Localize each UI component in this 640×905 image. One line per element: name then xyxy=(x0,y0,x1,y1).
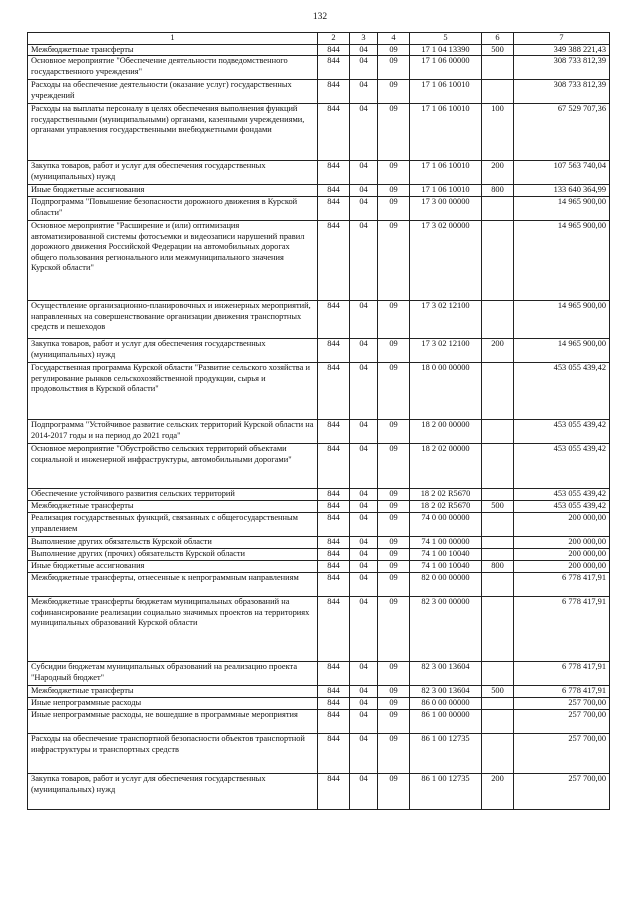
row-code-6: 200 xyxy=(482,774,514,810)
row-code-6: 500 xyxy=(482,686,514,698)
row-code-3: 04 xyxy=(350,549,378,561)
table-row xyxy=(28,489,610,501)
table-row xyxy=(28,104,610,161)
row-code-2: 844 xyxy=(318,339,350,363)
table-row xyxy=(28,662,610,686)
row-amount: 453 055 439,42 xyxy=(514,501,610,513)
row-name: Иные непрограммные расходы, не вошедшие в программные мероприятия xyxy=(28,710,318,734)
row-name: Межбюджетные трансферты xyxy=(28,501,318,513)
row-code-4: 09 xyxy=(378,489,410,501)
row-code-4: 09 xyxy=(378,734,410,774)
row-code-3: 04 xyxy=(350,80,378,104)
row-code-2: 844 xyxy=(318,489,350,501)
row-code-6: 500 xyxy=(482,45,514,56)
row-code-2: 844 xyxy=(318,501,350,513)
row-name: Межбюджетные трансферты, отнесенные к непрограммным направлениям xyxy=(28,573,318,597)
row-code-4: 09 xyxy=(378,501,410,513)
row-name: Выполнение других (прочих) обязательств Курской области xyxy=(28,549,318,561)
row-code-5: 74 1 00 10040 xyxy=(410,561,482,573)
row-code-5: 18 2 02 00000 xyxy=(410,444,482,489)
row-code-6 xyxy=(482,513,514,537)
col-header-7: 7 xyxy=(514,33,610,45)
row-code-2: 844 xyxy=(318,686,350,698)
table-row xyxy=(28,573,610,597)
row-code-6: 800 xyxy=(482,561,514,573)
row-code-2: 844 xyxy=(318,185,350,197)
row-code-2: 844 xyxy=(318,197,350,221)
row-code-4: 09 xyxy=(378,444,410,489)
row-code-6 xyxy=(482,698,514,710)
row-amount: 200 000,00 xyxy=(514,561,610,573)
row-code-6 xyxy=(482,444,514,489)
row-code-4: 09 xyxy=(378,537,410,549)
table-row xyxy=(28,734,610,774)
row-name: Расходы на обеспечение деятельности (оказание услуг) государственных учреждений xyxy=(28,80,318,104)
row-code-3: 04 xyxy=(350,597,378,662)
row-code-3: 04 xyxy=(350,489,378,501)
row-code-4: 09 xyxy=(378,597,410,662)
page-number: 132 xyxy=(312,12,328,22)
row-code-3: 04 xyxy=(350,221,378,301)
row-code-5: 74 1 00 00000 xyxy=(410,537,482,549)
table-body xyxy=(28,45,610,810)
table-row xyxy=(28,185,610,197)
row-code-3: 04 xyxy=(350,686,378,698)
table-row xyxy=(28,537,610,549)
row-amount: 6 778 417,91 xyxy=(514,686,610,698)
row-code-2: 844 xyxy=(318,513,350,537)
row-name: Реализация государственных функций, связанных с общегосударственным управлением xyxy=(28,513,318,537)
row-code-5: 18 0 00 00000 xyxy=(410,363,482,420)
row-code-3: 04 xyxy=(350,444,378,489)
row-amount: 349 388 221,43 xyxy=(514,45,610,56)
row-name: Межбюджетные трансферты xyxy=(28,686,318,698)
row-code-6 xyxy=(482,197,514,221)
table-row xyxy=(28,549,610,561)
row-code-4: 09 xyxy=(378,185,410,197)
table-row xyxy=(28,363,610,420)
row-code-3: 04 xyxy=(350,774,378,810)
row-code-5: 86 1 00 12735 xyxy=(410,734,482,774)
row-code-3: 04 xyxy=(350,339,378,363)
row-amount: 257 700,00 xyxy=(514,710,610,734)
row-code-5: 17 1 06 00000 xyxy=(410,56,482,80)
row-code-3: 04 xyxy=(350,197,378,221)
row-code-5: 17 1 06 10010 xyxy=(410,80,482,104)
row-code-4: 09 xyxy=(378,698,410,710)
row-code-4: 09 xyxy=(378,774,410,810)
table-row xyxy=(28,561,610,573)
row-name: Иные непрограммные расходы xyxy=(28,698,318,710)
row-code-5: 82 3 00 00000 xyxy=(410,597,482,662)
row-code-4: 09 xyxy=(378,662,410,686)
row-amount: 14 965 900,00 xyxy=(514,197,610,221)
row-code-3: 04 xyxy=(350,513,378,537)
row-code-5: 17 1 04 13390 xyxy=(410,45,482,56)
row-code-2: 844 xyxy=(318,710,350,734)
row-amount: 257 700,00 xyxy=(514,698,610,710)
row-code-4: 09 xyxy=(378,573,410,597)
table-row xyxy=(28,444,610,489)
row-code-4: 09 xyxy=(378,363,410,420)
row-code-3: 04 xyxy=(350,573,378,597)
row-code-2: 844 xyxy=(318,301,350,339)
row-amount: 6 778 417,91 xyxy=(514,662,610,686)
col-header-3: 3 xyxy=(350,33,378,45)
row-code-2: 844 xyxy=(318,774,350,810)
row-amount: 14 965 900,00 xyxy=(514,339,610,363)
row-amount: 14 965 900,00 xyxy=(514,221,610,301)
row-code-4: 09 xyxy=(378,710,410,734)
table-row xyxy=(28,56,610,80)
row-code-4: 09 xyxy=(378,197,410,221)
row-code-2: 844 xyxy=(318,734,350,774)
row-name: Обеспечение устойчивого развития сельских территорий xyxy=(28,489,318,501)
row-code-4: 09 xyxy=(378,420,410,444)
row-code-4: 09 xyxy=(378,339,410,363)
row-code-2: 844 xyxy=(318,80,350,104)
row-name: Межбюджетные трансферты бюджетам муниципальных образований на софинансирование реализации социально значимых проектов на территориях муниципальных образований Курской области xyxy=(28,597,318,662)
row-code-3: 04 xyxy=(350,561,378,573)
row-name: Расходы на обеспечение транспортной безопасности объектов транспортной инфраструктуры и транспортных средств xyxy=(28,734,318,774)
table-row xyxy=(28,686,610,698)
row-code-2: 844 xyxy=(318,56,350,80)
row-code-2: 844 xyxy=(318,161,350,185)
row-code-4: 09 xyxy=(378,561,410,573)
row-name: Основное мероприятие "Обустройство сельских территорий объектами социальной и инженерной инфраструктуры, автомобильными дорогами" xyxy=(28,444,318,489)
table-row xyxy=(28,420,610,444)
table-row xyxy=(28,597,610,662)
row-code-4: 09 xyxy=(378,686,410,698)
row-amount: 67 529 707,36 xyxy=(514,104,610,161)
row-code-3: 04 xyxy=(350,161,378,185)
row-code-4: 09 xyxy=(378,221,410,301)
row-code-5: 86 0 00 00000 xyxy=(410,698,482,710)
row-code-4: 09 xyxy=(378,301,410,339)
row-amount: 453 055 439,42 xyxy=(514,420,610,444)
row-code-4: 09 xyxy=(378,45,410,56)
row-name: Основное мероприятие "Расширение и (или) оптимизация автоматизированной системы фотосъемки и видеозаписи нарушений правил дорожного движения Российской Федерации на автомобильных дорогах общего пользования регионального или межмуниципального значения Курской области" xyxy=(28,221,318,301)
row-code-2: 844 xyxy=(318,444,350,489)
col-header-4: 4 xyxy=(378,33,410,45)
row-code-6 xyxy=(482,363,514,420)
table-row xyxy=(28,339,610,363)
row-amount: 453 055 439,42 xyxy=(514,363,610,420)
row-name: Иные бюджетные ассигнования xyxy=(28,185,318,197)
row-code-4: 09 xyxy=(378,56,410,80)
row-code-2: 844 xyxy=(318,363,350,420)
row-code-3: 04 xyxy=(350,185,378,197)
row-code-5: 74 0 00 00000 xyxy=(410,513,482,537)
header-row xyxy=(28,33,610,45)
row-code-5: 17 3 02 00000 xyxy=(410,221,482,301)
row-code-5: 17 1 06 10010 xyxy=(410,161,482,185)
row-code-3: 04 xyxy=(350,420,378,444)
row-amount: 308 733 812,39 xyxy=(514,56,610,80)
row-name: Закупка товаров, работ и услуг для обеспечения государственных (муниципальных) нужд xyxy=(28,774,318,810)
row-code-5: 74 1 00 10040 xyxy=(410,549,482,561)
row-code-5: 17 3 02 12100 xyxy=(410,301,482,339)
table-row xyxy=(28,221,610,301)
row-code-5: 18 2 02 R5670 xyxy=(410,489,482,501)
row-code-2: 844 xyxy=(318,549,350,561)
row-amount: 200 000,00 xyxy=(514,549,610,561)
budget-table xyxy=(27,32,610,810)
row-amount: 257 700,00 xyxy=(514,734,610,774)
table-row xyxy=(28,698,610,710)
row-code-2: 844 xyxy=(318,597,350,662)
row-code-3: 04 xyxy=(350,501,378,513)
table-row xyxy=(28,501,610,513)
row-code-3: 04 xyxy=(350,698,378,710)
row-code-3: 04 xyxy=(350,45,378,56)
row-code-6: 200 xyxy=(482,161,514,185)
row-code-3: 04 xyxy=(350,56,378,80)
row-code-3: 04 xyxy=(350,662,378,686)
row-code-2: 844 xyxy=(318,573,350,597)
table-row xyxy=(28,513,610,537)
row-code-6 xyxy=(482,301,514,339)
row-amount: 107 563 740,04 xyxy=(514,161,610,185)
row-amount: 453 055 439,42 xyxy=(514,489,610,501)
row-code-5: 82 0 00 00000 xyxy=(410,573,482,597)
row-code-5: 82 3 00 13604 xyxy=(410,662,482,686)
row-name: Подпрограмма "Устойчивое развитие сельских территорий Курской области на 2014-2017 годы и на период до 2021 года" xyxy=(28,420,318,444)
row-amount: 257 700,00 xyxy=(514,774,610,810)
row-code-4: 09 xyxy=(378,80,410,104)
row-code-5: 17 1 06 10010 xyxy=(410,104,482,161)
col-header-5: 5 xyxy=(410,33,482,45)
table-row xyxy=(28,45,610,56)
row-name: Государственная программа Курской области "Развитие сельского хозяйства и регулирование рынков сельскохозяйственной продукции, сырья и продовольствия в Курской области" xyxy=(28,363,318,420)
row-name: Межбюджетные трансферты xyxy=(28,45,318,56)
row-code-6 xyxy=(482,597,514,662)
row-name: Иные бюджетные ассигнования xyxy=(28,561,318,573)
row-name: Подпрограмма "Повышение безопасности дорожного движения в Курской области" xyxy=(28,197,318,221)
row-code-3: 04 xyxy=(350,710,378,734)
row-code-5: 17 3 00 00000 xyxy=(410,197,482,221)
row-code-2: 844 xyxy=(318,104,350,161)
row-code-5: 82 3 00 13604 xyxy=(410,686,482,698)
row-code-6 xyxy=(482,734,514,774)
row-amount: 133 640 364,99 xyxy=(514,185,610,197)
row-code-6 xyxy=(482,56,514,80)
row-code-6 xyxy=(482,489,514,501)
col-header-1: 1 xyxy=(28,33,318,45)
row-code-2: 844 xyxy=(318,221,350,301)
row-code-6 xyxy=(482,80,514,104)
row-code-2: 844 xyxy=(318,420,350,444)
row-code-6: 500 xyxy=(482,501,514,513)
row-amount: 14 965 900,00 xyxy=(514,301,610,339)
row-amount: 200 000,00 xyxy=(514,513,610,537)
row-code-2: 844 xyxy=(318,662,350,686)
row-code-3: 04 xyxy=(350,104,378,161)
row-name: Закупка товаров, работ и услуг для обеспечения государственных (муниципальных) нужд xyxy=(28,339,318,363)
row-code-6 xyxy=(482,549,514,561)
row-code-3: 04 xyxy=(350,734,378,774)
table-row xyxy=(28,301,610,339)
row-code-6 xyxy=(482,573,514,597)
col-header-6: 6 xyxy=(482,33,514,45)
row-amount: 200 000,00 xyxy=(514,537,610,549)
col-header-2: 2 xyxy=(318,33,350,45)
row-amount: 6 778 417,91 xyxy=(514,573,610,597)
row-code-3: 04 xyxy=(350,537,378,549)
row-name: Основное мероприятие "Обеспечение деятельности подведомственного государственного учреждения" xyxy=(28,56,318,80)
row-code-6 xyxy=(482,221,514,301)
row-code-4: 09 xyxy=(378,513,410,537)
row-code-2: 844 xyxy=(318,698,350,710)
row-amount: 6 778 417,91 xyxy=(514,597,610,662)
row-code-6 xyxy=(482,710,514,734)
row-code-3: 04 xyxy=(350,301,378,339)
row-amount: 308 733 812,39 xyxy=(514,80,610,104)
table-row xyxy=(28,197,610,221)
row-code-5: 86 1 00 00000 xyxy=(410,710,482,734)
row-code-6 xyxy=(482,662,514,686)
row-code-6: 800 xyxy=(482,185,514,197)
row-code-5: 17 3 02 12100 xyxy=(410,339,482,363)
table-row xyxy=(28,710,610,734)
row-name: Выполнение других обязательств Курской области xyxy=(28,537,318,549)
row-amount: 453 055 439,42 xyxy=(514,444,610,489)
row-code-6 xyxy=(482,537,514,549)
row-code-6 xyxy=(482,420,514,444)
table-row xyxy=(28,161,610,185)
row-name: Осуществление организационно-планировочных и инженерных мероприятий, направленных на совершенствование организации движения транспортных средств и пешеходов xyxy=(28,301,318,339)
row-code-2: 844 xyxy=(318,561,350,573)
table-row xyxy=(28,774,610,810)
row-code-5: 18 2 00 00000 xyxy=(410,420,482,444)
row-name: Закупка товаров, работ и услуг для обеспечения государственных (муниципальных) нужд xyxy=(28,161,318,185)
row-code-6: 100 xyxy=(482,104,514,161)
row-code-5: 17 1 06 10010 xyxy=(410,185,482,197)
row-code-5: 86 1 00 12735 xyxy=(410,774,482,810)
row-code-4: 09 xyxy=(378,104,410,161)
row-code-6: 200 xyxy=(482,339,514,363)
row-code-5: 18 2 02 R5670 xyxy=(410,501,482,513)
row-code-2: 844 xyxy=(318,45,350,56)
row-name: Расходы на выплаты персоналу в целях обеспечения выполнения функций государственными (муниципальными) органами, казенными учреждениями, органами управления государственными внебюджетными фондами xyxy=(28,104,318,161)
row-code-3: 04 xyxy=(350,363,378,420)
table-row xyxy=(28,80,610,104)
row-code-4: 09 xyxy=(378,549,410,561)
row-name: Субсидии бюджетам муниципальных образований на реализацию проекта "Народный бюджет" xyxy=(28,662,318,686)
row-code-2: 844 xyxy=(318,537,350,549)
row-code-4: 09 xyxy=(378,161,410,185)
